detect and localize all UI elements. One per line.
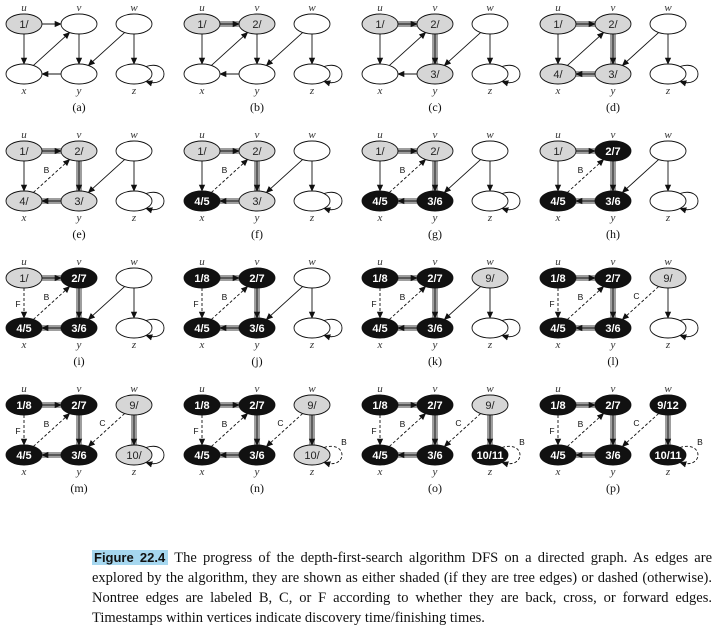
vertex-name: u bbox=[21, 129, 27, 141]
vertex-name: y bbox=[432, 85, 438, 97]
vertex-z bbox=[116, 64, 152, 84]
edge-type-label: B bbox=[43, 419, 50, 429]
vertex-timestamp: 1/ bbox=[375, 146, 385, 158]
vertex-timestamp: 2/7 bbox=[71, 273, 87, 285]
edge bbox=[444, 160, 480, 193]
vertex-timestamp: 1/8 bbox=[194, 273, 210, 285]
edge-type-label: B bbox=[399, 292, 406, 302]
vertex-w bbox=[294, 268, 330, 288]
caption-label: Figure 22.4 bbox=[92, 550, 168, 565]
edge-type-label: B bbox=[43, 292, 50, 302]
nontree-edge bbox=[622, 414, 658, 447]
vertex-name: y bbox=[76, 466, 82, 478]
vertex-timestamp: 9/ bbox=[485, 400, 495, 412]
vertex-z bbox=[294, 191, 330, 211]
panel-label: (i) bbox=[73, 354, 85, 368]
edge bbox=[444, 33, 480, 66]
vertex-name: v bbox=[254, 383, 260, 395]
vertex-timestamp: 4/5 bbox=[550, 450, 566, 462]
vertex-name: v bbox=[254, 256, 260, 268]
dfs-panel bbox=[540, 2, 698, 114]
vertex-timestamp: 4/5 bbox=[194, 323, 210, 335]
vertex-name: w bbox=[664, 256, 672, 268]
vertex-name: w bbox=[130, 256, 138, 268]
nontree-edge bbox=[567, 160, 603, 193]
vertex-name: z bbox=[309, 212, 315, 224]
vertex-timestamp: 2/7 bbox=[249, 400, 265, 412]
vertex-timestamp: 3/ bbox=[430, 69, 440, 81]
vertex-name: x bbox=[21, 85, 27, 97]
vertex-name: z bbox=[309, 466, 315, 478]
vertex-name: u bbox=[21, 256, 27, 268]
vertex-z bbox=[650, 191, 686, 211]
figure-caption bbox=[92, 548, 712, 628]
vertex-timestamp: 4/5 bbox=[550, 323, 566, 335]
vertex-name: v bbox=[76, 256, 82, 268]
vertex-name: y bbox=[76, 85, 82, 97]
vertex-name: x bbox=[555, 339, 561, 351]
vertex-timestamp: 1/8 bbox=[372, 273, 388, 285]
vertex-name: w bbox=[308, 2, 316, 14]
vertex-name: y bbox=[254, 212, 260, 224]
panel-label: (o) bbox=[428, 481, 442, 495]
vertex-timestamp: 9/ bbox=[129, 400, 139, 412]
vertex-name: x bbox=[377, 212, 383, 224]
vertex-timestamp: 3/6 bbox=[427, 450, 443, 462]
edge bbox=[389, 33, 425, 66]
vertex-timestamp: 10/ bbox=[126, 450, 142, 462]
vertex-name: u bbox=[555, 129, 561, 141]
vertex-w bbox=[650, 14, 686, 34]
vertex-name: w bbox=[130, 2, 138, 14]
vertex-timestamp: 4/ bbox=[19, 196, 29, 208]
vertex-timestamp: 4/ bbox=[553, 69, 563, 81]
vertex-name: x bbox=[377, 466, 383, 478]
vertex-name: w bbox=[664, 383, 672, 395]
vertex-timestamp: 9/ bbox=[485, 273, 495, 285]
vertex-name: w bbox=[486, 256, 494, 268]
dfs-panel bbox=[540, 383, 703, 495]
vertex-name: v bbox=[254, 129, 260, 141]
edge-type-label: F bbox=[371, 299, 377, 309]
edge-type-label: F bbox=[15, 426, 21, 436]
vertex-name: u bbox=[21, 2, 27, 14]
vertex-timestamp: 4/5 bbox=[372, 450, 388, 462]
vertex-name: u bbox=[199, 383, 205, 395]
edge bbox=[88, 287, 124, 320]
edge-type-label: C bbox=[277, 418, 284, 428]
vertex-timestamp: 9/ bbox=[663, 273, 673, 285]
vertex-name: z bbox=[309, 339, 315, 351]
vertex-name: v bbox=[432, 2, 438, 14]
vertex-timestamp: 2/7 bbox=[427, 400, 443, 412]
vertex-name: x bbox=[21, 212, 27, 224]
vertex-name: x bbox=[199, 466, 205, 478]
nontree-edge bbox=[389, 160, 425, 193]
vertex-timestamp: 1/ bbox=[553, 146, 563, 158]
vertex-name: z bbox=[131, 212, 137, 224]
vertex-timestamp: 3/6 bbox=[71, 323, 87, 335]
vertex-timestamp: 2/ bbox=[430, 19, 440, 31]
nontree-edge bbox=[389, 287, 425, 320]
caption-text: The progress of the depth-first-search algorithm DFS on a directed graph. As edges are explored by the algorithm, they are shown as either shaded (if they are tree edges) or dashed (otherwise). Nontree edges are labeled B, C, or F according to whether they are back, cross, or forward edges. Timestamps within vertices indicate discovery time/finishing times. bbox=[92, 550, 713, 626]
dfs-panel bbox=[6, 129, 164, 241]
vertex-x bbox=[6, 64, 42, 84]
vertex-name: z bbox=[487, 466, 493, 478]
vertex-name: v bbox=[610, 383, 616, 395]
vertex-y bbox=[61, 64, 97, 84]
vertex-name: w bbox=[664, 129, 672, 141]
vertex-timestamp: 2/7 bbox=[427, 273, 443, 285]
edge-type-label: B bbox=[399, 165, 406, 175]
vertex-v bbox=[61, 14, 97, 34]
edge-type-label: B bbox=[577, 419, 584, 429]
vertex-name: y bbox=[610, 339, 616, 351]
vertex-timestamp: 3/6 bbox=[249, 450, 265, 462]
vertex-name: z bbox=[487, 85, 493, 97]
vertex-name: z bbox=[309, 85, 315, 97]
vertex-name: u bbox=[377, 256, 383, 268]
edge-type-label: C bbox=[633, 291, 640, 301]
panel-label: (c) bbox=[428, 100, 442, 114]
dfs-panel bbox=[362, 383, 525, 495]
vertex-timestamp: 1/ bbox=[19, 273, 29, 285]
panel-label: (l) bbox=[607, 354, 619, 368]
vertex-timestamp: 2/ bbox=[608, 19, 618, 31]
vertex-timestamp: 4/5 bbox=[194, 450, 210, 462]
nontree-edge bbox=[622, 287, 658, 320]
vertex-timestamp: 4/5 bbox=[16, 450, 32, 462]
panel-label: (j) bbox=[251, 354, 263, 368]
vertex-timestamp: 2/7 bbox=[605, 400, 621, 412]
vertex-name: v bbox=[432, 383, 438, 395]
vertex-name: z bbox=[131, 85, 137, 97]
panel-label: (e) bbox=[72, 227, 86, 241]
vertex-timestamp: 1/ bbox=[19, 19, 29, 31]
edge-type-label: C bbox=[99, 418, 106, 428]
nontree-edge bbox=[88, 414, 124, 447]
edge bbox=[622, 160, 658, 193]
vertex-timestamp: 3/6 bbox=[71, 450, 87, 462]
edge-type-label: B bbox=[221, 292, 228, 302]
edge bbox=[211, 33, 247, 66]
vertex-z bbox=[294, 318, 330, 338]
nontree-edge bbox=[33, 287, 69, 320]
panel-label: (f) bbox=[251, 227, 263, 241]
vertex-timestamp: 4/5 bbox=[372, 196, 388, 208]
edge bbox=[33, 33, 69, 66]
vertex-w bbox=[650, 141, 686, 161]
vertex-timestamp: 2/7 bbox=[605, 146, 621, 158]
vertex-timestamp: 3/6 bbox=[605, 323, 621, 335]
vertex-name: y bbox=[76, 212, 82, 224]
edge bbox=[622, 33, 658, 66]
vertex-w bbox=[472, 14, 508, 34]
vertex-name: u bbox=[377, 129, 383, 141]
vertex-name: w bbox=[486, 383, 494, 395]
vertex-name: y bbox=[254, 85, 260, 97]
vertex-timestamp: 2/7 bbox=[249, 273, 265, 285]
vertex-timestamp: 3/6 bbox=[427, 323, 443, 335]
vertex-timestamp: 1/8 bbox=[550, 273, 566, 285]
vertex-name: u bbox=[555, 383, 561, 395]
vertex-name: v bbox=[76, 2, 82, 14]
vertex-name: z bbox=[131, 339, 137, 351]
vertex-name: z bbox=[665, 466, 671, 478]
vertex-z bbox=[650, 64, 686, 84]
vertex-timestamp: 10/11 bbox=[476, 450, 504, 462]
vertex-name: w bbox=[130, 383, 138, 395]
vertex-name: y bbox=[254, 466, 260, 478]
vertex-w bbox=[472, 141, 508, 161]
panel-label: (d) bbox=[606, 100, 620, 114]
vertex-w bbox=[116, 141, 152, 161]
vertex-timestamp: 1/8 bbox=[372, 400, 388, 412]
dfs-panel bbox=[184, 129, 342, 241]
vertex-z bbox=[472, 191, 508, 211]
panel-label: (b) bbox=[250, 100, 264, 114]
edge-type-label: B bbox=[697, 437, 703, 447]
vertex-timestamp: 2/ bbox=[252, 19, 262, 31]
vertex-timestamp: 4/5 bbox=[550, 196, 566, 208]
vertex-timestamp: 3/ bbox=[252, 196, 262, 208]
edge-type-label: B bbox=[221, 419, 228, 429]
vertex-name: y bbox=[432, 212, 438, 224]
vertex-name: x bbox=[199, 339, 205, 351]
edge-type-label: F bbox=[193, 426, 199, 436]
edge-type-label: B bbox=[577, 165, 584, 175]
edge-type-label: F bbox=[193, 299, 199, 309]
nontree-edge bbox=[389, 414, 425, 447]
vertex-name: v bbox=[610, 256, 616, 268]
vertex-name: x bbox=[555, 212, 561, 224]
vertex-timestamp: 1/ bbox=[375, 19, 385, 31]
edge bbox=[88, 160, 124, 193]
vertex-z bbox=[294, 64, 330, 84]
vertex-name: w bbox=[308, 256, 316, 268]
vertex-timestamp: 4/5 bbox=[16, 323, 32, 335]
vertex-z bbox=[472, 318, 508, 338]
vertex-timestamp: 3/6 bbox=[427, 196, 443, 208]
vertex-name: w bbox=[308, 129, 316, 141]
nontree-edge bbox=[211, 160, 247, 193]
vertex-name: y bbox=[76, 339, 82, 351]
vertex-name: v bbox=[610, 2, 616, 14]
vertex-name: w bbox=[486, 129, 494, 141]
vertex-name: y bbox=[432, 339, 438, 351]
dfs-panel bbox=[6, 256, 164, 368]
vertex-name: z bbox=[487, 339, 493, 351]
vertex-name: y bbox=[254, 339, 260, 351]
dfs-panel bbox=[6, 2, 164, 114]
vertex-timestamp: 1/ bbox=[197, 146, 207, 158]
vertex-timestamp: 2/ bbox=[252, 146, 262, 158]
nontree-edge bbox=[444, 414, 480, 447]
vertex-name: u bbox=[377, 2, 383, 14]
vertex-timestamp: 3/6 bbox=[249, 323, 265, 335]
vertex-timestamp: 1/ bbox=[553, 19, 563, 31]
vertex-name: v bbox=[610, 129, 616, 141]
vertex-timestamp: 1/ bbox=[197, 19, 207, 31]
vertex-timestamp: 10/11 bbox=[654, 450, 682, 462]
vertex-name: u bbox=[199, 256, 205, 268]
vertex-name: x bbox=[377, 339, 383, 351]
edge bbox=[266, 160, 302, 193]
vertex-z bbox=[472, 64, 508, 84]
vertex-name: x bbox=[555, 466, 561, 478]
vertex-name: u bbox=[555, 2, 561, 14]
dfs-panel bbox=[362, 129, 520, 241]
edge-type-label: C bbox=[633, 418, 640, 428]
panel-label: (p) bbox=[606, 481, 620, 495]
vertex-name: z bbox=[665, 339, 671, 351]
vertex-timestamp: 3/6 bbox=[605, 450, 621, 462]
vertex-name: w bbox=[130, 129, 138, 141]
vertex-z bbox=[650, 318, 686, 338]
dfs-panel bbox=[184, 383, 347, 495]
vertex-name: u bbox=[21, 383, 27, 395]
vertex-name: z bbox=[665, 85, 671, 97]
vertex-name: z bbox=[665, 212, 671, 224]
vertex-name: x bbox=[199, 212, 205, 224]
vertex-w bbox=[116, 14, 152, 34]
vertex-name: v bbox=[254, 2, 260, 14]
nontree-edge bbox=[266, 414, 302, 447]
vertex-name: x bbox=[555, 85, 561, 97]
vertex-name: u bbox=[199, 129, 205, 141]
edge bbox=[444, 287, 480, 320]
vertex-name: x bbox=[377, 85, 383, 97]
edge-type-label: B bbox=[341, 437, 347, 447]
edge-type-label: C bbox=[455, 418, 462, 428]
vertex-name: y bbox=[432, 466, 438, 478]
nontree-edge bbox=[211, 287, 247, 320]
nontree-edge bbox=[33, 160, 69, 193]
vertex-y bbox=[239, 64, 275, 84]
vertex-name: x bbox=[21, 466, 27, 478]
vertex-timestamp: 4/5 bbox=[372, 323, 388, 335]
dfs-panel bbox=[6, 383, 164, 495]
vertex-timestamp: 3/6 bbox=[605, 196, 621, 208]
edge bbox=[266, 287, 302, 320]
vertex-timestamp: 3/ bbox=[608, 69, 618, 81]
vertex-name: x bbox=[21, 339, 27, 351]
vertex-timestamp: 9/ bbox=[307, 400, 317, 412]
vertex-name: y bbox=[610, 466, 616, 478]
edge bbox=[88, 33, 124, 66]
edge-type-label: F bbox=[549, 299, 555, 309]
vertex-name: u bbox=[555, 256, 561, 268]
edge-type-label: B bbox=[221, 165, 228, 175]
panel-label: (k) bbox=[428, 354, 442, 368]
vertex-timestamp: 10/ bbox=[304, 450, 320, 462]
vertex-name: y bbox=[610, 212, 616, 224]
vertex-w bbox=[116, 268, 152, 288]
vertex-x bbox=[362, 64, 398, 84]
vertex-timestamp: 1/8 bbox=[16, 400, 32, 412]
edge-type-label: B bbox=[577, 292, 584, 302]
vertex-timestamp: 4/5 bbox=[194, 196, 210, 208]
vertex-timestamp: 2/7 bbox=[605, 273, 621, 285]
vertex-w bbox=[294, 141, 330, 161]
edge-type-label: F bbox=[371, 426, 377, 436]
dfs-panel bbox=[362, 2, 520, 114]
vertex-timestamp: 1/ bbox=[19, 146, 29, 158]
vertex-name: u bbox=[199, 2, 205, 14]
vertex-name: v bbox=[76, 383, 82, 395]
edge bbox=[567, 33, 603, 66]
vertex-timestamp: 2/7 bbox=[71, 400, 87, 412]
edge-type-label: F bbox=[15, 299, 21, 309]
nontree-edge bbox=[567, 287, 603, 320]
vertex-w bbox=[294, 14, 330, 34]
vertex-timestamp: 2/ bbox=[430, 146, 440, 158]
panel-label: (a) bbox=[72, 100, 86, 114]
vertex-name: v bbox=[432, 256, 438, 268]
vertex-name: v bbox=[76, 129, 82, 141]
vertex-x bbox=[184, 64, 220, 84]
vertex-name: u bbox=[377, 383, 383, 395]
nontree-edge bbox=[567, 414, 603, 447]
nontree-edge bbox=[211, 414, 247, 447]
vertex-name: w bbox=[664, 2, 672, 14]
dfs-panel bbox=[540, 129, 698, 241]
panel-label: (n) bbox=[250, 481, 264, 495]
edge bbox=[266, 33, 302, 66]
vertex-z bbox=[116, 191, 152, 211]
vertex-z bbox=[116, 318, 152, 338]
vertex-timestamp: 1/8 bbox=[194, 400, 210, 412]
vertex-name: w bbox=[486, 2, 494, 14]
dfs-panel bbox=[184, 256, 342, 368]
edge-type-label: B bbox=[399, 419, 406, 429]
edge-type-label: F bbox=[549, 426, 555, 436]
edge-type-label: B bbox=[519, 437, 525, 447]
vertex-timestamp: 1/8 bbox=[550, 400, 566, 412]
edge-type-label: B bbox=[43, 165, 50, 175]
vertex-name: y bbox=[610, 85, 616, 97]
panel-label: (h) bbox=[606, 227, 620, 241]
dfs-panel bbox=[362, 256, 520, 368]
vertex-name: z bbox=[487, 212, 493, 224]
vertex-name: z bbox=[131, 466, 137, 478]
vertex-timestamp: 3/ bbox=[74, 196, 84, 208]
panel-label: (g) bbox=[428, 227, 442, 241]
vertex-name: x bbox=[199, 85, 205, 97]
vertex-name: v bbox=[432, 129, 438, 141]
vertex-timestamp: 2/ bbox=[74, 146, 84, 158]
nontree-edge bbox=[33, 414, 69, 447]
panel-label: (m) bbox=[70, 481, 88, 495]
dfs-panel bbox=[540, 256, 698, 368]
dfs-panel bbox=[184, 2, 342, 114]
vertex-timestamp: 9/12 bbox=[657, 400, 679, 412]
vertex-name: w bbox=[308, 383, 316, 395]
